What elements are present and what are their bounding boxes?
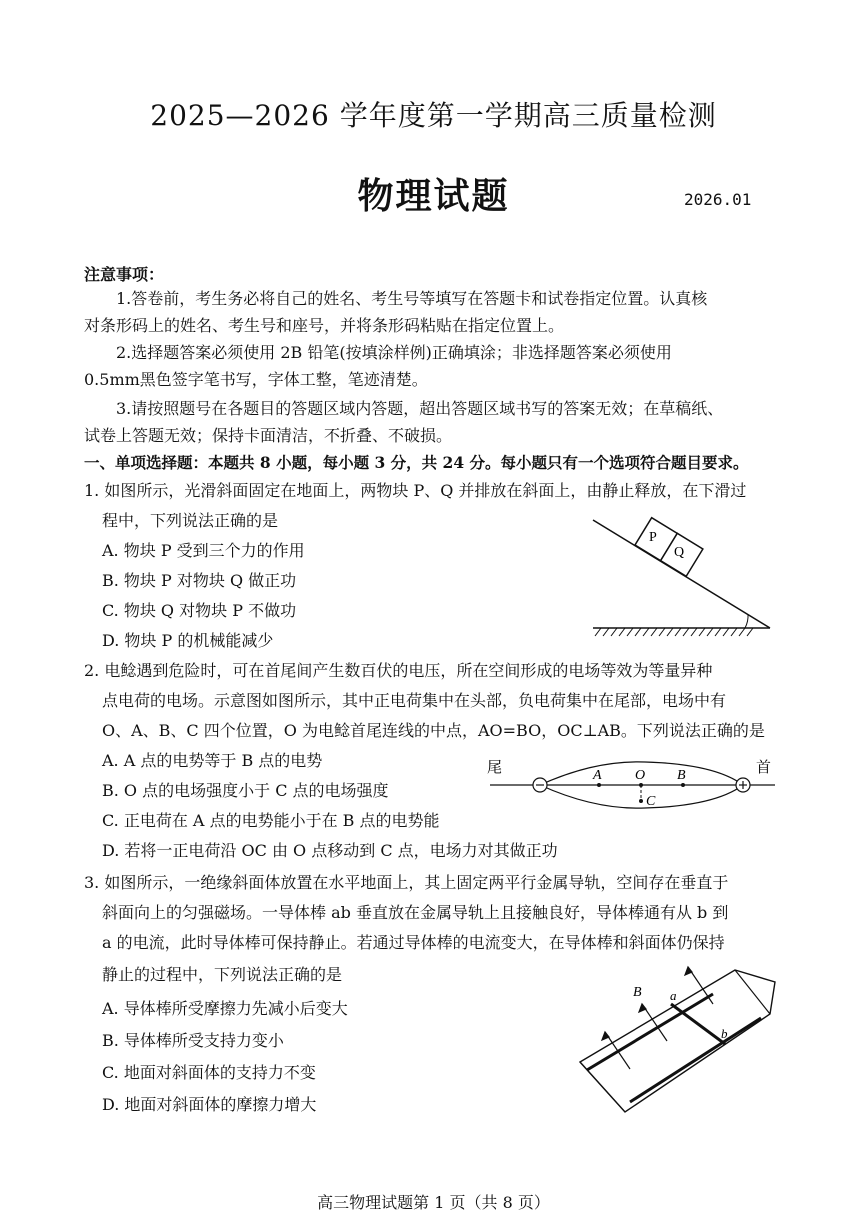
page-footer: 高三物理试题第 1 页（共 8 页） bbox=[317, 1193, 550, 1212]
q3-option-d: D. 地面对斜面体的摩擦力增大 bbox=[102, 1095, 317, 1114]
q1-stem: 1. 如图所示，光滑斜面固定在地面上，两物块 P、Q 并排放在斜面上，由静止释放，在下滑过 bbox=[84, 481, 747, 500]
notice-line: 1.答卷前，考生务必将自己的姓名、考生号等填写在答题卡和试卷指定位置。认真核 bbox=[116, 289, 708, 308]
subject-title: 物理试题 bbox=[357, 175, 510, 217]
exam-title: 2025—2026 学年度第一学期高三质量检测 bbox=[150, 99, 717, 132]
q3-stem: 3. 如图所示，一绝缘斜面体放置在水平地面上，其上固定两平行金属导轨，空间存在垂直于 bbox=[84, 873, 729, 892]
point-b-label: B bbox=[677, 768, 686, 783]
notice-line: 3.请按照题号在各题目的答题区域内答题，超出答题区域书写的答案无效；在草稿纸、 bbox=[116, 399, 724, 418]
incline-figure bbox=[585, 508, 780, 643]
point-c-label: C bbox=[646, 794, 656, 809]
q1-option-b: B. 物块 P 对物块 Q 做正功 bbox=[102, 571, 297, 590]
section-heading: 一、单项选择题：本题共 8 小题，每小题 3 分，共 24 分。每小题只有一个选项符合题目要求。 bbox=[84, 453, 749, 472]
q3-option-a: A. 导体棒所受摩擦力先减小后变大 bbox=[102, 999, 348, 1018]
q3-stem: 静止的过程中，下列说法正确的是 bbox=[102, 965, 343, 984]
q1-option-a: A. 物块 P 受到三个力的作用 bbox=[102, 541, 305, 560]
notice-line: 对条形码上的姓名、考生号和座号，并将条形码粘贴在指定位置上。 bbox=[84, 316, 565, 335]
q2-stem: 2. 电鲶遇到危险时，可在首尾间产生数百伏的电压，所在空间形成的电场等效为等量异种 bbox=[84, 661, 713, 680]
notice-line: 2.选择题答案必须使用 2B 铅笔(按填涂样例)正确填涂；非选择题答案必须使用 bbox=[116, 343, 672, 362]
q2-stem: O、A、B、C 四个位置，O 为电鲶首尾连线的中点，AO=BO，OC⊥AB。下列说法正确的是 bbox=[102, 721, 765, 740]
q2-option-a: A. A 点的电势等于 B 点的电势 bbox=[102, 751, 323, 770]
q1-option-d: D. 物块 P 的机械能减少 bbox=[102, 631, 274, 650]
tail-label: 尾 bbox=[487, 760, 503, 776]
notice-line: 0.5mm黑色签字笔书写，字体工整，笔迹清楚。 bbox=[84, 370, 428, 389]
rod-end-a-label: a bbox=[670, 988, 677, 1003]
q2-stem: 点电荷的电场。示意图如图所示，其中正电荷集中在头部，负电荷集中在尾部，电场中有 bbox=[102, 691, 727, 710]
point-a-label: A bbox=[593, 768, 602, 783]
head-label: 首 bbox=[756, 760, 772, 776]
q3-stem: 斜面向上的匀强磁场。一导体棒 ab 垂直放在金属导轨上且接触良好，导体棒通有从 b 到 bbox=[102, 903, 729, 922]
rod-end-b-label: b bbox=[721, 1026, 728, 1041]
q1-stem: 程中，下列说法正确的是 bbox=[102, 511, 279, 530]
notice-heading: 注意事项： bbox=[84, 265, 165, 284]
q3-option-c: C. 地面对斜面体的支持力不变 bbox=[102, 1063, 316, 1082]
notice-line: 试卷上答题无效；保持卡面清洁，不折叠、不破损。 bbox=[84, 426, 453, 445]
q3-option-b: B. 导体棒所受支持力变小 bbox=[102, 1031, 284, 1050]
block-p-label: P bbox=[649, 530, 657, 545]
electric-catfish-figure bbox=[485, 752, 780, 812]
q2-option-c: C. 正电荷在 A 点的电势能小于在 B 点的电势能 bbox=[102, 811, 440, 830]
b-field-label: B bbox=[633, 985, 642, 1000]
inclined-rails-figure bbox=[575, 952, 790, 1127]
block-q-label: Q bbox=[674, 545, 685, 560]
q2-option-d: D. 若将一正电荷沿 OC 由 O 点移动到 C 点，电场力对其做正功 bbox=[102, 841, 558, 860]
exam-date: 2026.01 bbox=[684, 190, 752, 209]
q3-stem: a 的电流，此时导体棒可保持静止。若通过导体棒的电流变大，在导体棒和斜面体仍保持 bbox=[102, 933, 725, 952]
q2-option-b: B. O 点的电场强度小于 C 点的电场强度 bbox=[102, 781, 389, 800]
q1-option-c: C. 物块 Q 对物块 P 不做功 bbox=[102, 601, 297, 620]
point-o-label: O bbox=[635, 768, 646, 783]
